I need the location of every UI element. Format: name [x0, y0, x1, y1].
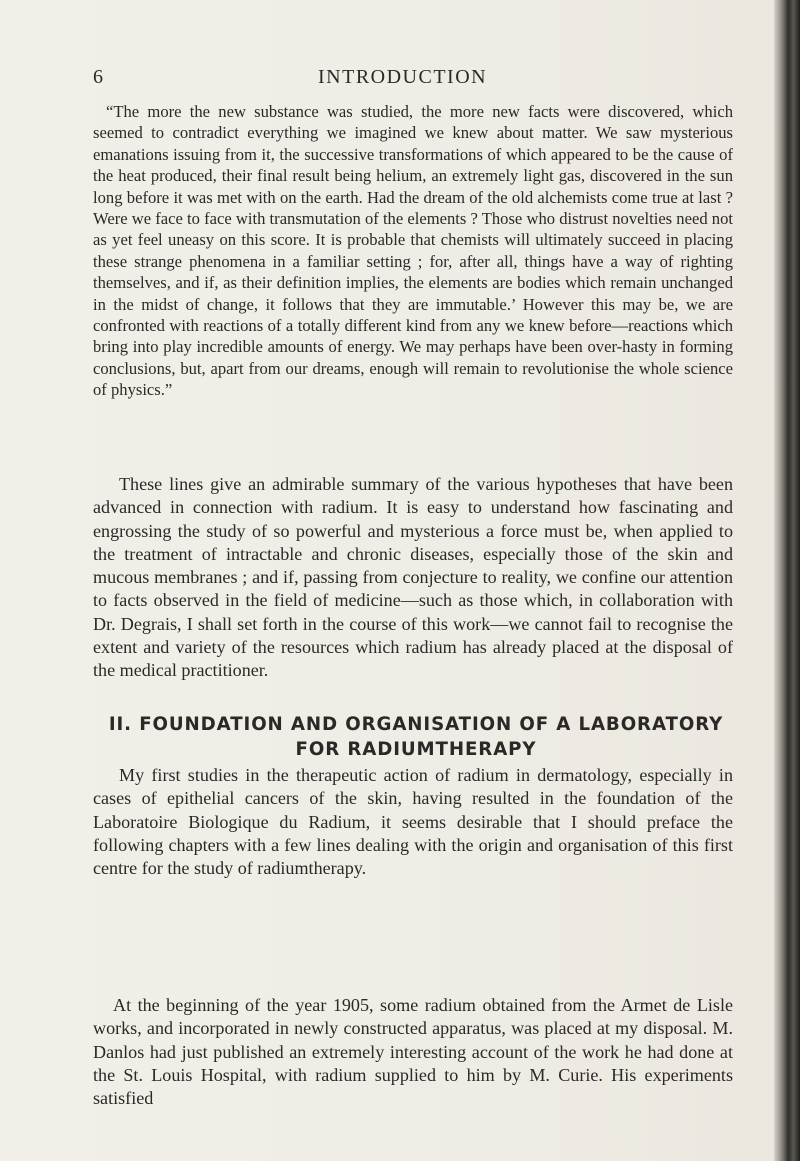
book-spine-shadow	[774, 0, 800, 1161]
studies-paragraph: My first studies in the therapeutic action of radium in dermatology, especially in cases of epithelial cancers of the skin, having resulted in the foundation of the Laboratoire Biologique du Radium, it seems desirable that I should preface the following chapters with a few lines dealing with the origin and organisation of this first centre for the study of radiumtherapy.	[93, 765, 733, 879]
quote-paragraph: “The more the new substance was studied, the more new facts were discovered, which seemed to contradict everything we imagined we knew about matter. We saw mysterious emanations issuing from it, the successive transformations of which appeared to be the cause of the heat produced, their final result being helium, an extremely light gas, discovered in the sun long before it was met with on the earth. Had the dream of the old alchemists come true at last ? Were we face to face with transmutation of the elements ? Those who distrust novelties need not as yet feel uneasy on this score. It is probable that chemists will ultimately succeed in placing these strange phenomena in a familiar setting ; for, after all, things have a way of righting themselves, and if, as their definition implies, the elements are bodies which remain unchanged in the midst of change, it follows that they are immutable.’ However this may be, we are confronted with reactions of a totally different kind from any we knew before—reactions which bring into play incredible amounts of energy. We may perhaps have been over-hasty in forming conclusions, but, apart from our dreams, enough will remain to revolutionise the whole science of physics.”	[93, 102, 733, 400]
beginning-paragraph: At the beginning of the year 1905, some radium obtained from the Armet de Lisle works, and incorporated in newly constructed apparatus, was placed at my disposal. M. Danlos had just published an extremely interesting account of the work he had done at the St. Louis Hospital, with radium supplied to him by M. Curie. His experiments satisfied	[93, 995, 733, 1109]
summary-paragraph: These lines give an admirable summary of the various hypotheses that have been advanced in connection with radium. It is easy to understand how fascinating and engrossing the study of so powerful and mysterious a force must be, when applied to the treatment of intractable and chronic diseases, especially those of the skin and mucous membranes ; and if, passing from conjecture to reality, we confine our attention to facts observed in the field of medicine—such as those which, in collaboration with Dr. Degrais, I shall set forth in the course of this work—we cannot fail to recognise the extent and variety of the resources which radium has already placed at the disposal of the medical practitioner.	[93, 474, 733, 681]
section-heading-line-2: FOR RADIUMTHERAPY	[295, 739, 537, 760]
page-number: 6	[93, 66, 104, 88]
page-header	[0, 66, 800, 92]
running-head: INTRODUCTION	[318, 66, 488, 88]
section-heading-line-1: II. FOUNDATION AND ORGANISATION OF A LABORATORY	[108, 714, 724, 735]
section-heading	[93, 712, 739, 762]
